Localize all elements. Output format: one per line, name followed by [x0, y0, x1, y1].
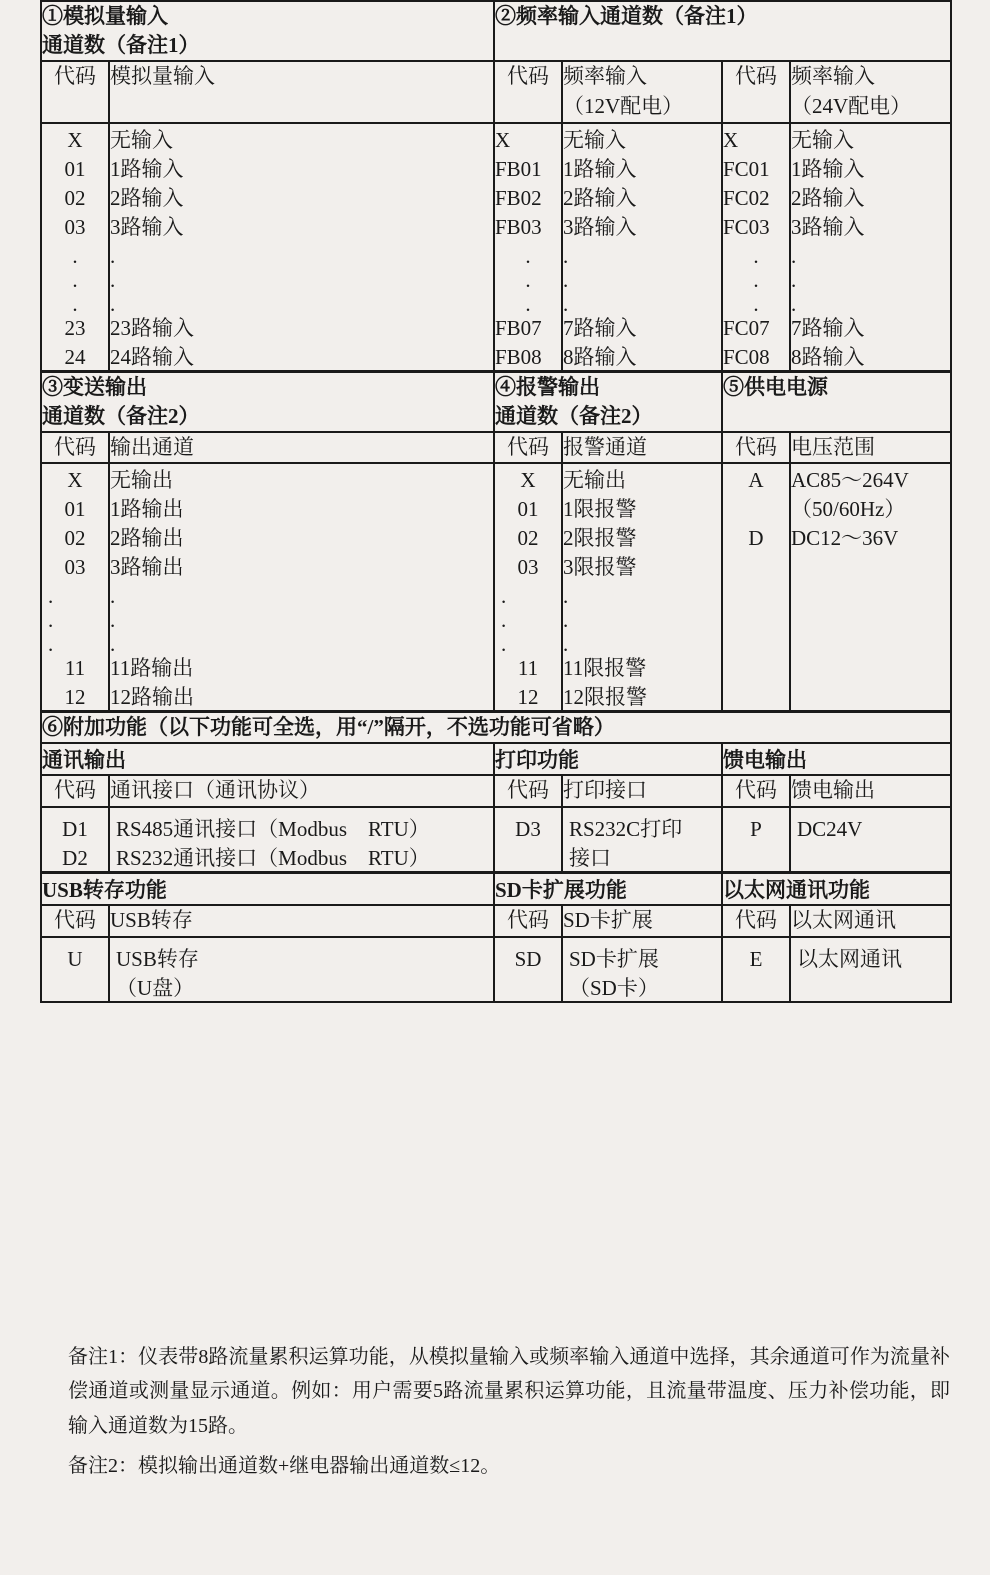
list-item: .: [563, 243, 569, 268]
group-power-output: 馈电输出: [722, 743, 951, 775]
comm-col-desc: 通讯接口（通讯协议）: [109, 775, 494, 807]
section1-col-code: 代码: [41, 61, 109, 123]
section1-title: [41, 1, 494, 61]
comm-code-list: [42, 813, 108, 871]
section-header-row-2: [41, 371, 951, 431]
list-item: 12路输出: [110, 685, 194, 710]
list-item: .: [525, 267, 531, 292]
list-item: .: [791, 243, 797, 268]
section2a-codes: [494, 123, 562, 372]
list-item: 2路输入: [791, 185, 865, 210]
list-item: .: [110, 267, 116, 292]
section-header-row: [41, 1, 951, 61]
section1-title-line2: 通道数（备注1）: [42, 32, 200, 57]
list-item: 8路输入: [563, 344, 637, 369]
eth-descs: [790, 937, 951, 1002]
comm-desc-list: [116, 813, 493, 871]
list-item: 无输出: [563, 468, 626, 493]
list-item: D2: [62, 846, 88, 871]
list-item: FB08: [495, 344, 542, 369]
list-item: RS485通讯接口（Modbus RTU）: [116, 817, 430, 842]
list-item: FC02: [723, 185, 770, 210]
list-item: .: [72, 267, 78, 292]
list-item: 2路输入: [110, 185, 184, 210]
eth-col-code: 代码: [722, 905, 790, 937]
section5-title: [722, 371, 951, 431]
list-item: .: [110, 632, 116, 657]
print-desc-list: [569, 813, 721, 871]
section4-col-code: 代码: [494, 432, 562, 464]
section2a-desc-list: [563, 124, 721, 370]
list-item: 01: [64, 497, 86, 522]
list-item: 03: [517, 555, 539, 580]
sd-code-list: [495, 943, 561, 1001]
usb-desc-list: [116, 943, 493, 1001]
section1-codes: [41, 123, 109, 372]
list-item: 11限报警: [563, 656, 647, 681]
section4-title: [494, 371, 722, 431]
list-item: X: [520, 468, 536, 493]
print-col-code: 代码: [494, 775, 562, 807]
section2a-col-code: 代码: [494, 61, 562, 123]
list-item: FB07: [495, 315, 542, 340]
list-item: FC08: [723, 344, 770, 369]
section3-title: [41, 371, 494, 431]
section2b-code-list: [723, 124, 789, 370]
list-item: .: [110, 243, 116, 268]
section6-group-row-2: [41, 873, 951, 906]
list-item: .: [791, 291, 797, 316]
list-item: 无输入: [563, 127, 626, 152]
list-item: .: [110, 291, 116, 316]
section5-col-code: 代码: [722, 432, 790, 464]
powerout-desc-list: [797, 813, 950, 842]
list-item: 3路输入: [110, 214, 184, 239]
usb-code-list: [42, 943, 108, 1001]
section5-codes: [722, 463, 790, 712]
section6-colhead-row-2: [41, 905, 951, 937]
section2a-col-desc: [562, 61, 722, 123]
powerout-col-code: 代码: [722, 775, 790, 807]
usb-codes: [41, 937, 109, 1002]
list-item: .: [48, 584, 54, 609]
note-2: 备注2：模拟输出通道数+继电器输出通道数≤12。: [68, 1455, 501, 1478]
section2b-codes: [722, 123, 790, 372]
comm-descs: [109, 807, 494, 873]
list-item: .: [525, 243, 531, 268]
group-sd: SD卡扩展功能: [494, 873, 722, 906]
section6-title: ⑥附加功能（以下功能可全选，用“/”隔开，不选功能可省略）: [41, 712, 951, 743]
section1-desc-list: [110, 124, 493, 370]
list-item: SD: [514, 946, 542, 971]
section3-code-list: [42, 464, 108, 710]
usb-col-code: 代码: [41, 905, 109, 937]
list-item: AC85～264V: [791, 468, 909, 493]
list-item: （SD卡）: [569, 975, 659, 1000]
eth-codes: [722, 937, 790, 1002]
section4-descs: [562, 463, 722, 712]
group-comm-output: 通讯输出: [41, 743, 494, 775]
section6-data-row-2: [41, 937, 951, 1002]
list-item: 24: [64, 344, 86, 369]
sd-desc-list: [569, 943, 721, 1001]
list-item: 无输出: [110, 468, 173, 493]
section1-code-list: [42, 124, 108, 370]
print-code-list: [495, 813, 561, 871]
section2a-code-list: [495, 124, 561, 370]
list-item: 2限报警: [563, 526, 637, 551]
list-item: P: [750, 817, 762, 842]
section6-group-row-1: [41, 743, 951, 775]
data-row-group-3-4-5: [41, 463, 951, 712]
list-item: 23: [64, 315, 86, 340]
section2b-col-desc-l2: （24V配电）: [791, 93, 912, 118]
usb-col-desc: USB转存: [109, 905, 494, 937]
print-col-desc: 打印接口: [562, 775, 722, 807]
eth-code-list: [723, 943, 789, 972]
list-item: X: [495, 127, 511, 152]
list-item: 1路输入: [563, 156, 637, 181]
list-item: 02: [64, 185, 86, 210]
list-item: U: [67, 946, 83, 971]
list-item: FC07: [723, 315, 770, 340]
list-item: 3限报警: [563, 555, 637, 580]
list-item: 01: [517, 497, 539, 522]
list-item: .: [48, 632, 54, 657]
list-item: 7路输入: [791, 315, 865, 340]
section4-col-desc: 报警通道: [562, 432, 722, 464]
section6-title-row: [41, 712, 951, 743]
list-item: X: [723, 127, 739, 152]
list-item: .: [72, 291, 78, 316]
list-item: 8路输入: [791, 344, 865, 369]
list-item: .: [501, 608, 507, 633]
list-item: DC12～36V: [791, 526, 899, 551]
section3-col-desc: 输出通道: [109, 432, 494, 464]
powerout-descs: [790, 807, 951, 873]
list-item: 1路输出: [110, 497, 184, 522]
list-item: .: [753, 267, 759, 292]
list-item: 11: [517, 656, 539, 681]
eth-desc-list: [797, 943, 950, 972]
note-1: 备注1：仪表带8路流量累积运算功能，从模拟量输入或频率输入通道中选择，其余通道可作为流量补偿通道或测量显示通道。例如：用户需要5路流量累积运算功能，且流量带温度、压力补偿功能，即输入通道数为15路。: [68, 1346, 950, 1437]
section5-col-desc: 电压范围: [790, 432, 951, 464]
section2-title-line1: ②频率输入通道数（备注1）: [495, 4, 758, 28]
sd-col-desc: SD卡扩展: [562, 905, 722, 937]
list-item: 1限报警: [563, 497, 637, 522]
list-item: 01: [64, 156, 86, 181]
column-head-row-2: [41, 432, 951, 464]
comm-codes: [41, 807, 109, 873]
list-item: 1路输入: [791, 156, 865, 181]
list-item: 3路输出: [110, 555, 184, 580]
section2a-col-desc-l1: 频率输入: [563, 63, 647, 88]
list-item: 03: [64, 555, 86, 580]
comm-col-code: 代码: [41, 775, 109, 807]
notes-block: [40, 1340, 950, 1490]
usb-descs: [109, 937, 494, 1002]
list-item: 7路输入: [563, 315, 637, 340]
section5-descs: [790, 463, 951, 712]
section2b-col-code: 代码: [722, 61, 790, 123]
powerout-codes: [722, 807, 790, 873]
list-item: [723, 493, 789, 522]
list-item: USB转存: [116, 946, 199, 971]
list-item: 2路输出: [110, 526, 184, 551]
section1-col-desc-text: 模拟量输入: [110, 63, 215, 88]
section1-col-desc: [109, 61, 494, 123]
list-item: 2路输入: [563, 185, 637, 210]
list-item: FB03: [495, 214, 542, 239]
list-item: .: [563, 267, 569, 292]
list-item: D3: [515, 817, 541, 842]
specification-table: [40, 0, 952, 1003]
list-item: X: [67, 127, 83, 152]
section3-descs: [109, 463, 494, 712]
list-item: 12: [517, 685, 539, 710]
list-item: 1路输入: [110, 156, 184, 181]
section3-col-code: 代码: [41, 432, 109, 464]
list-item: .: [753, 243, 759, 268]
list-item: 以太网通讯: [797, 946, 902, 971]
list-item: [495, 842, 561, 871]
section2a-descs: [562, 123, 722, 372]
list-item: 3路输入: [791, 214, 865, 239]
section6-data-row-1: [41, 807, 951, 873]
list-item: .: [48, 608, 54, 633]
list-item: D1: [62, 817, 88, 842]
list-item: 无输入: [791, 127, 854, 152]
section4-desc-list: [563, 464, 721, 710]
list-item: 12: [64, 685, 86, 710]
section3-title-line1: ③变送输出: [42, 374, 147, 399]
list-item: .: [501, 632, 507, 657]
sd-codes: [494, 937, 562, 1002]
list-item: 11路输出: [110, 656, 194, 681]
section4-codes: [494, 463, 562, 712]
list-item: .: [563, 632, 569, 657]
group-ethernet: 以太网通讯功能: [722, 873, 951, 906]
list-item: 3路输入: [563, 214, 637, 239]
list-item: 23路输入: [110, 315, 194, 340]
section2b-col-desc: [790, 61, 951, 123]
list-item: RS232通讯接口（Modbus RTU）: [116, 846, 430, 871]
data-row-group-1-2: [41, 123, 951, 372]
list-item: 02: [64, 526, 86, 551]
list-item: .: [791, 267, 797, 292]
list-item: 接口: [569, 846, 611, 871]
section4-code-list: [495, 464, 561, 710]
list-item: （U盘）: [116, 975, 195, 1000]
section5-desc-list: [791, 464, 950, 551]
group-usb: USB转存功能: [41, 873, 494, 906]
section2b-descs: [790, 123, 951, 372]
print-codes: [494, 807, 562, 873]
list-item: 11: [64, 656, 86, 681]
list-item: .: [753, 291, 759, 316]
list-item: .: [563, 291, 569, 316]
list-item: .: [563, 608, 569, 633]
list-item: 12限报警: [563, 685, 647, 710]
list-item: RS232C打印: [569, 817, 683, 842]
powerout-code-list: [723, 813, 789, 842]
list-item: 03: [64, 214, 86, 239]
print-descs: [562, 807, 722, 873]
list-item: [42, 972, 108, 1001]
list-item: FB01: [495, 156, 542, 181]
list-item: E: [749, 946, 763, 971]
list-item: SD卡扩展: [569, 946, 659, 971]
list-item: .: [563, 584, 569, 609]
section1-title-line1: ①模拟量输入: [42, 4, 168, 28]
group-print: 打印功能: [494, 743, 722, 775]
list-item: 02: [517, 526, 539, 551]
section2b-col-desc-l1: 频率输入: [791, 63, 875, 88]
section3-title-line2: 通道数（备注2）: [42, 403, 200, 428]
list-item: .: [525, 291, 531, 316]
section3-codes: [41, 463, 109, 712]
section1-descs: [109, 123, 494, 372]
section4-title-line1: ④报警输出: [495, 374, 600, 399]
section2b-desc-list: [791, 124, 950, 370]
list-item: 24路输入: [110, 344, 194, 369]
list-item: FC03: [723, 214, 770, 239]
list-item: .: [110, 608, 116, 633]
section3-desc-list: [110, 464, 493, 710]
list-item: .: [110, 584, 116, 609]
section2a-col-desc-l2: （12V配电）: [563, 93, 684, 118]
list-item: X: [67, 468, 83, 493]
column-head-row: [41, 61, 951, 123]
list-item: A: [748, 468, 764, 493]
section2-title: [494, 1, 951, 61]
list-item: .: [501, 584, 507, 609]
list-item: （50/60Hz）: [791, 497, 906, 522]
list-item: [495, 972, 561, 1001]
section6-colhead-row-1: [41, 775, 951, 807]
powerout-col-desc: 馈电输出: [790, 775, 951, 807]
list-item: D: [748, 526, 764, 551]
list-item: DC24V: [797, 817, 863, 842]
section5-code-list: [723, 464, 789, 551]
sd-descs: [562, 937, 722, 1002]
section4-title-line2: 通道数（备注2）: [495, 403, 653, 428]
section5-title-line1: ⑤供电电源: [723, 374, 828, 399]
eth-col-desc: 以太网通讯: [790, 905, 951, 937]
list-item: 无输入: [110, 127, 173, 152]
list-item: FC01: [723, 156, 770, 181]
list-item: .: [72, 243, 78, 268]
sd-col-code: 代码: [494, 905, 562, 937]
list-item: FB02: [495, 185, 542, 210]
